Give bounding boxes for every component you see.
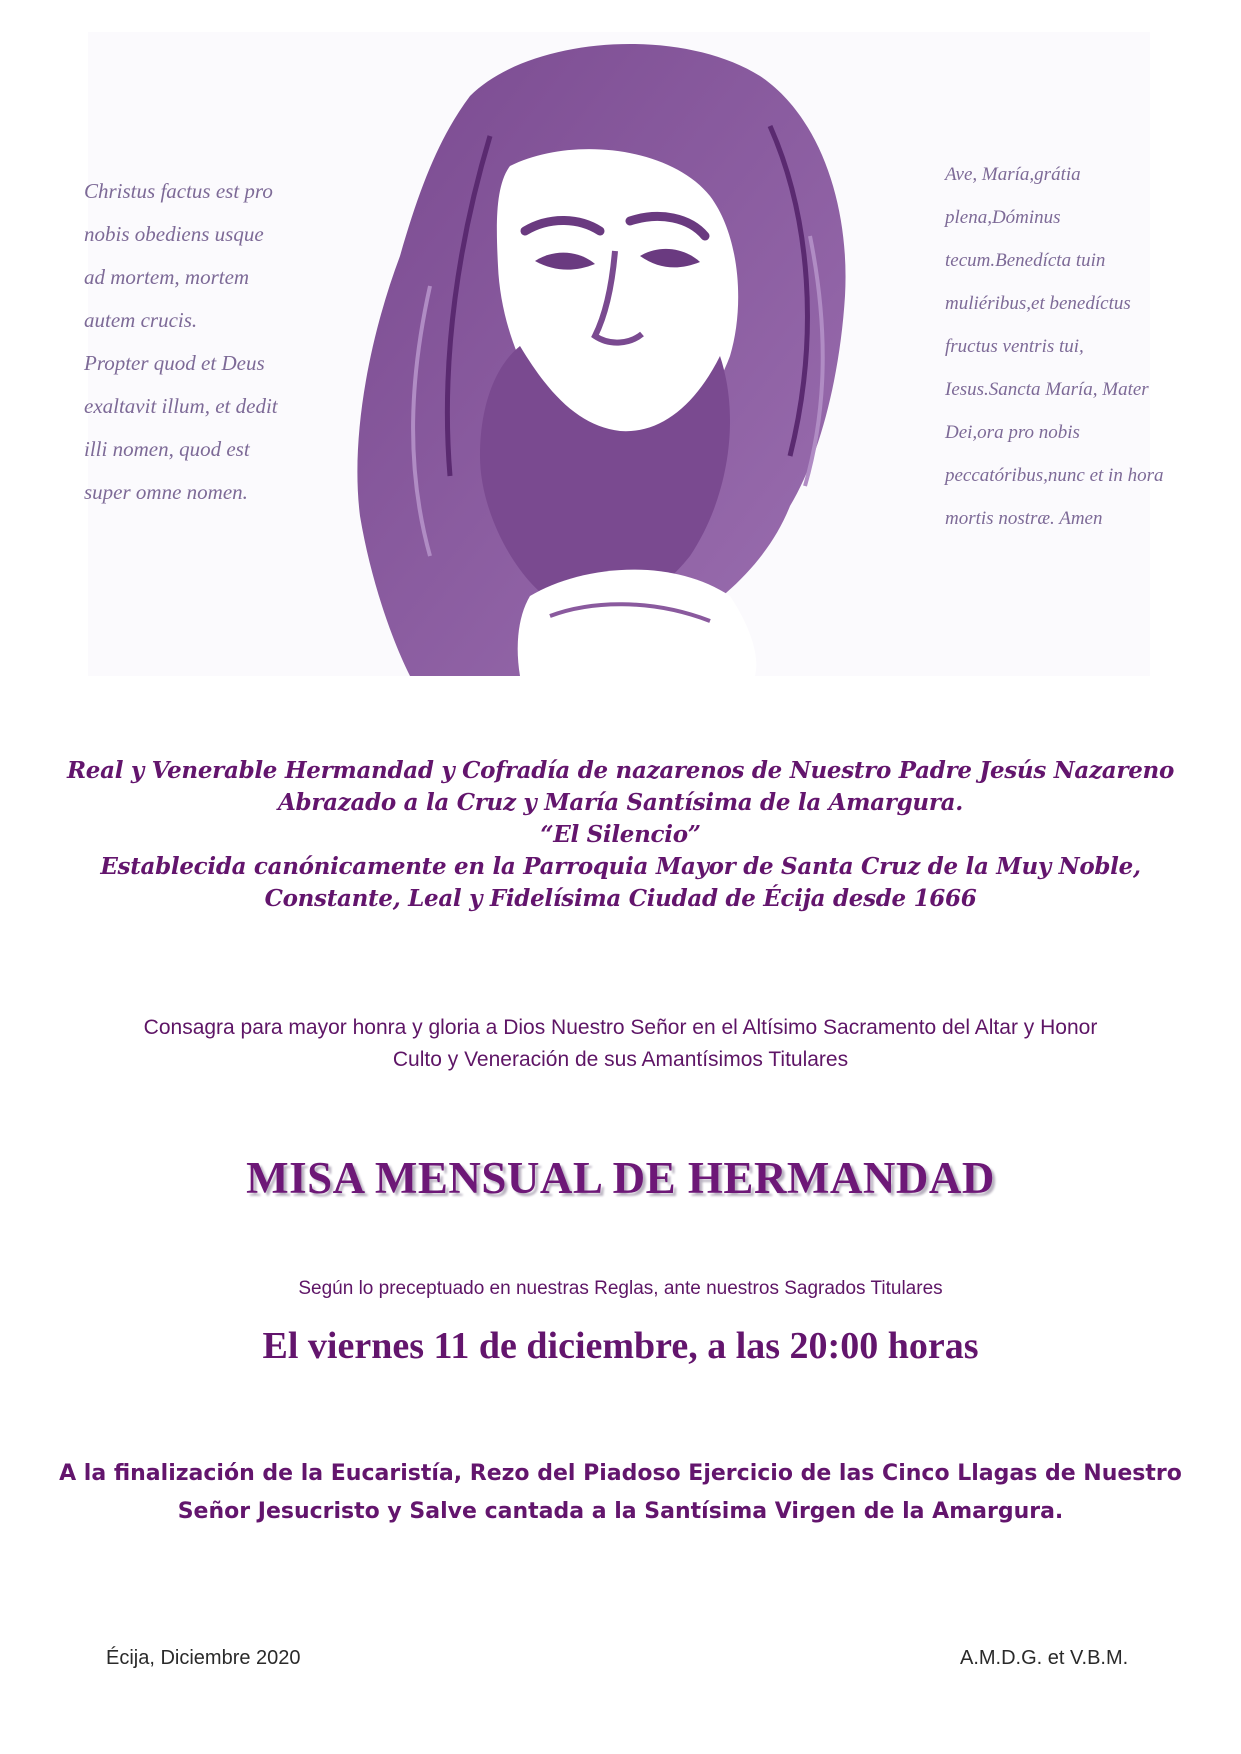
consecration-text: Consagra para mayor honra y gloria a Dios Nuestro Señor en el Altísimo Sacramento del Altar y Honor Culto y Veneración de sus Amantísimos Titulares <box>143 1016 1098 1071</box>
event-subtitle: Según lo preceptuado en nuestras Reglas, ante nuestros Sagrados Titulares <box>298 1278 943 1299</box>
brotherhood-title: Real y Venerable Hermandad y Cofradía de nazarenos de Nuestro Padre Jesús Nazareno Abrazado a la Cruz y María Santísima de la Amargura. “El Silencio” Establecida canónicamente en la Parroquia Mayor de Santa Cruz de la Muy Noble, Constante, Leal y Fidelísima Ciudad de Écija desde 1666 <box>66 757 1175 912</box>
latin-prayer-left: Christus factus est pro nobis obediens usque ad mortem, mortem autem crucis. Propter quod et Deus exaltavit illum, et dedit illi nomen, quod est super omne nomen. <box>84 179 278 504</box>
event-closing-text: A la finalización de la Eucaristía, Rezo del Piadoso Ejercicio de las Cinco Llagas de Nuestro Señor Jesucristo y Salve cantada a la Santísima Virgen de la Amargura. <box>59 1461 1182 1524</box>
event-title: MISA MENSUAL DE HERMANDAD <box>246 1153 995 1203</box>
christ-portrait-icon <box>350 36 855 676</box>
event-date: El viernes 11 de diciembre, a las 20:00 horas <box>262 1325 979 1367</box>
footer-motto: A.M.D.G. et V.B.M. <box>960 1647 1129 1669</box>
footer-place-date: Écija, Diciembre 2020 <box>106 1647 301 1669</box>
latin-prayer-right: Ave, María,grátia plena,Dóminus tecum.Benedícta tuin muliéribus,et benedíctus fructus ventris tui, Iesus.Sancta María, Mater Dei,ora pro nobis peccatóribus,nunc et in hora mortis nostræ. Amen <box>945 164 1164 529</box>
